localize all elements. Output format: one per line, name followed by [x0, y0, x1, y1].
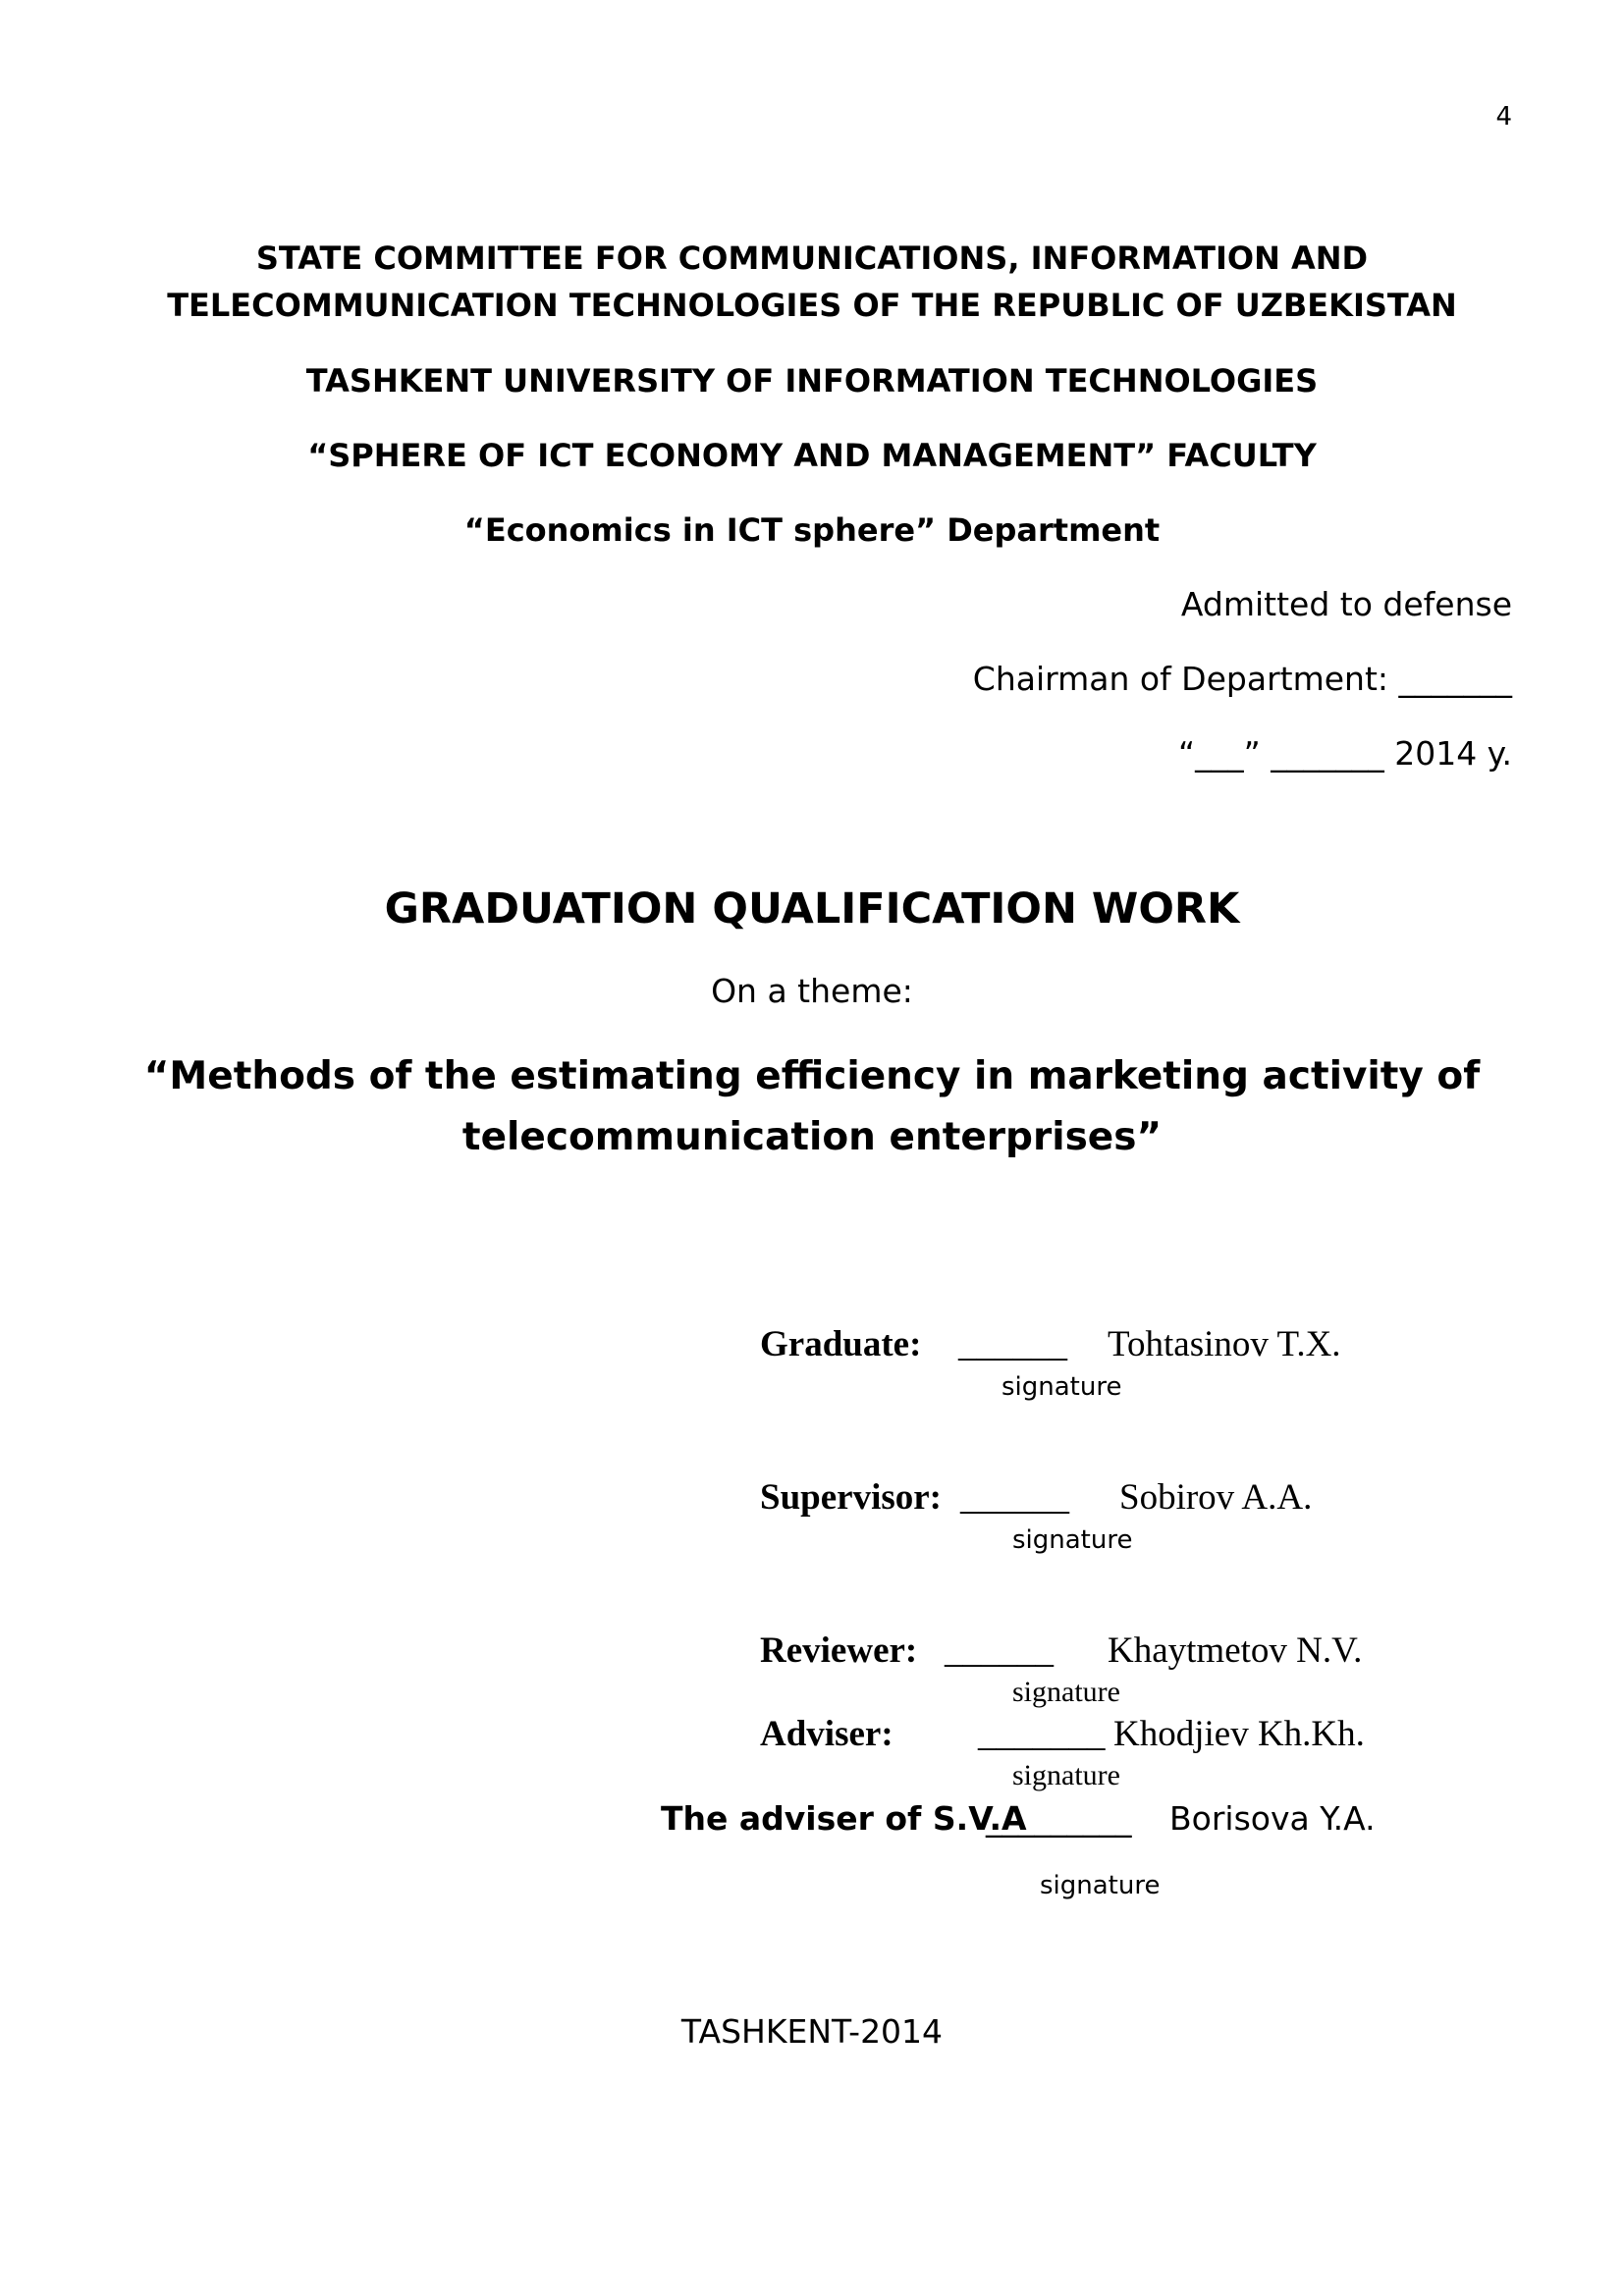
supervisor-signature-line: ______: [960, 1477, 1069, 1518]
adviser-signature-caption: signature: [1012, 1759, 1120, 1791]
department-name: “Economics in ICT sphere” Department: [463, 511, 1161, 549]
sva-adviser-role: The adviser of S.V.A: [661, 1799, 1027, 1838]
adviser-name: Khodjiev Kh.Kh.: [1113, 1714, 1365, 1754]
admission-date: “___” _______ 2014 y.: [1178, 734, 1512, 773]
admitted-to-defense: Admitted to defense: [1180, 585, 1512, 623]
graduate-role: Graduate:: [760, 1324, 922, 1364]
faculty-name: “SPHERE OF ICT ECONOMY AND MANAGEMENT” FACULTY: [307, 437, 1317, 474]
supervisor-role: Supervisor:: [760, 1477, 942, 1518]
adviser-role: Adviser:: [760, 1714, 893, 1754]
university-name: TASHKENT UNIVERSITY OF INFORMATION TECHNOLOGIES: [305, 362, 1319, 400]
reviewer-name: Khaytmetov N.V.: [1108, 1630, 1363, 1671]
theme-text-line-1: “Methods of the estimating efficiency in marketing activity of: [143, 1054, 1481, 1098]
reviewer-signature-caption: signature: [1012, 1676, 1120, 1708]
sva-signature-caption: signature: [1040, 1871, 1161, 1900]
theme-text-line-2: telecommunication enterprises”: [461, 1115, 1163, 1159]
reviewer-role: Reviewer:: [760, 1630, 918, 1671]
supervisor-name: Sobirov A.A.: [1119, 1477, 1313, 1518]
sva-adviser-name: Borisova Y.A.: [1169, 1799, 1376, 1838]
reviewer-signature-line: ______: [945, 1630, 1054, 1671]
committee-line-2: TELECOMMUNICATION TECHNOLOGIES OF THE REPUBLIC OF UZBEKISTAN: [167, 287, 1457, 324]
city-year-footer: TASHKENT-2014: [680, 2012, 944, 2051]
supervisor-signature-caption: signature: [1012, 1525, 1133, 1555]
graduate-signature-line: ______: [958, 1324, 1067, 1364]
graduate-signature-caption: signature: [1001, 1372, 1122, 1402]
page-title: GRADUATION QUALIFICATION WORK: [384, 884, 1240, 934]
theme-label: On a theme:: [711, 972, 913, 1010]
chairman-line: Chairman of Department: _______: [972, 660, 1512, 698]
adviser-signature-line: _______: [978, 1714, 1106, 1754]
page-number: 4: [1495, 102, 1512, 132]
sva-signature-line: _________: [986, 1799, 1132, 1838]
graduate-name: Tohtasinov T.X.: [1108, 1324, 1341, 1364]
committee-line-1: STATE COMMITTEE FOR COMMUNICATIONS, INFORMATION AND: [255, 240, 1369, 277]
